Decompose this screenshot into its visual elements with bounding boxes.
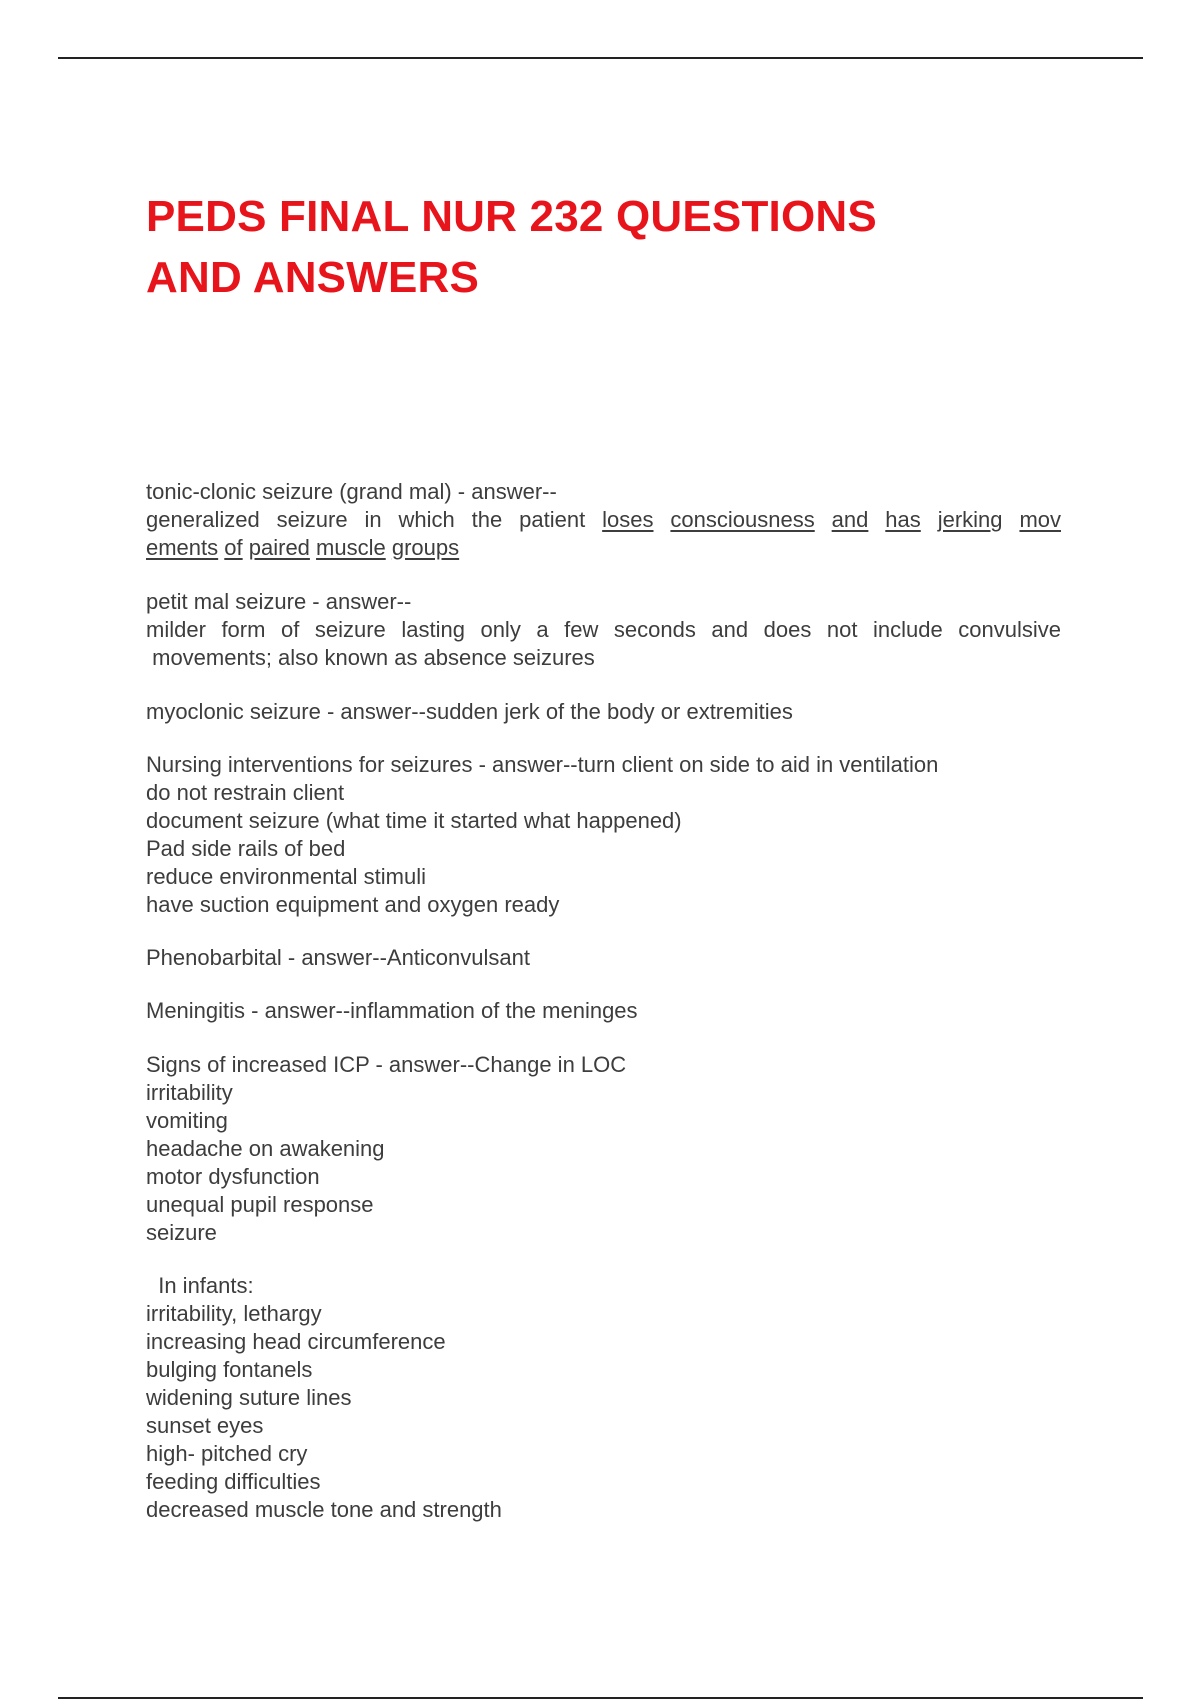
entry-line: vomiting <box>146 1108 228 1133</box>
entry-line: decreased muscle tone and strength <box>146 1497 502 1522</box>
entry-line: Pad side rails of bed <box>146 836 346 861</box>
document-body <box>146 478 1061 1524</box>
entry-definition-line: movements; also known as absence seizures <box>146 645 595 670</box>
entry-line: have suction equipment and oxygen ready <box>146 892 560 917</box>
glossary-link[interactable]: consciousness <box>670 507 815 532</box>
title-line-1: PEDS FINAL NUR 232 QUESTIONS <box>146 192 877 241</box>
spacer <box>146 1025 1061 1051</box>
spacer <box>146 726 1061 751</box>
entry-nursing-interventions <box>146 751 1061 919</box>
entry-line: widening suture lines <box>146 1385 352 1410</box>
glossary-link[interactable]: paired <box>248 535 310 560</box>
entry-myoclonic: myoclonic seizure - answer--sudden jerk of the body or extremities <box>146 699 793 724</box>
glossary-link[interactable]: loses <box>602 507 654 532</box>
entry-line: sunset eyes <box>146 1413 264 1438</box>
entry-tonic-clonic <box>146 478 1061 562</box>
entry-line: increasing head circumference <box>146 1329 446 1354</box>
entry-meningitis: Meningitis - answer--inflammation of the meninges <box>146 998 638 1023</box>
entry-petit-mal <box>146 588 1061 672</box>
glossary-link[interactable]: ements <box>146 535 219 560</box>
spacer <box>146 672 1061 698</box>
entry-line: Signs of increased ICP - answer--Change in LOC <box>146 1052 627 1077</box>
glossary-link[interactable]: jerking <box>937 507 1003 532</box>
glossary-link[interactable]: groups <box>391 535 460 560</box>
entry-definition-line: milder form of seizure lasting only a few seconds and does not include convulsive <box>146 617 1061 642</box>
entry-infants <box>146 1272 1061 1524</box>
entry-line: high- pitched cry <box>146 1441 308 1466</box>
entry-phenobarbital: Phenobarbital - answer--Anticonvulsant <box>146 945 530 970</box>
entry-line: reduce environmental stimuli <box>146 864 427 889</box>
entry-line: Nursing interventions for seizures - answer--turn client on side to aid in ventilation <box>146 752 939 777</box>
entry-line: seizure <box>146 1220 217 1245</box>
glossary-link[interactable]: and <box>831 507 869 532</box>
glossary-link[interactable]: of <box>224 535 243 560</box>
entry-increased-icp <box>146 1051 1061 1247</box>
title-line-2: AND ANSWERS <box>146 253 480 302</box>
entry-line: headache on awakening <box>146 1136 385 1161</box>
entry-line: In infants: <box>146 1273 254 1298</box>
entry-line: do not restrain client <box>146 780 345 805</box>
entry-definition-line <box>146 534 1061 562</box>
entry-line: feeding difficulties <box>146 1469 321 1494</box>
entry-term: tonic-clonic seizure (grand mal) - answer-- <box>146 479 557 504</box>
top-rule <box>58 57 1143 59</box>
entry-line: irritability, lethargy <box>146 1301 322 1326</box>
entry-line: document seizure (what time it started what happened) <box>146 808 682 833</box>
glossary-link[interactable]: mov <box>1019 507 1061 532</box>
entry-line: bulging fontanels <box>146 1357 313 1382</box>
document-title <box>146 186 1066 308</box>
entry-line: unequal pupil response <box>146 1192 374 1217</box>
definition-text: generalized seizure in which the patient <box>146 507 586 532</box>
entry-term: petit mal seizure - answer-- <box>146 589 412 614</box>
bottom-rule <box>58 1697 1143 1699</box>
spacer <box>146 972 1061 997</box>
entry-line: irritability <box>146 1080 233 1105</box>
spacer <box>146 1247 1061 1272</box>
entry-definition-line <box>146 506 1061 534</box>
spacer <box>146 562 1061 588</box>
entry-line: motor dysfunction <box>146 1164 320 1189</box>
glossary-link[interactable]: has <box>885 507 921 532</box>
glossary-link[interactable]: muscle <box>316 535 386 560</box>
spacer <box>146 919 1061 944</box>
